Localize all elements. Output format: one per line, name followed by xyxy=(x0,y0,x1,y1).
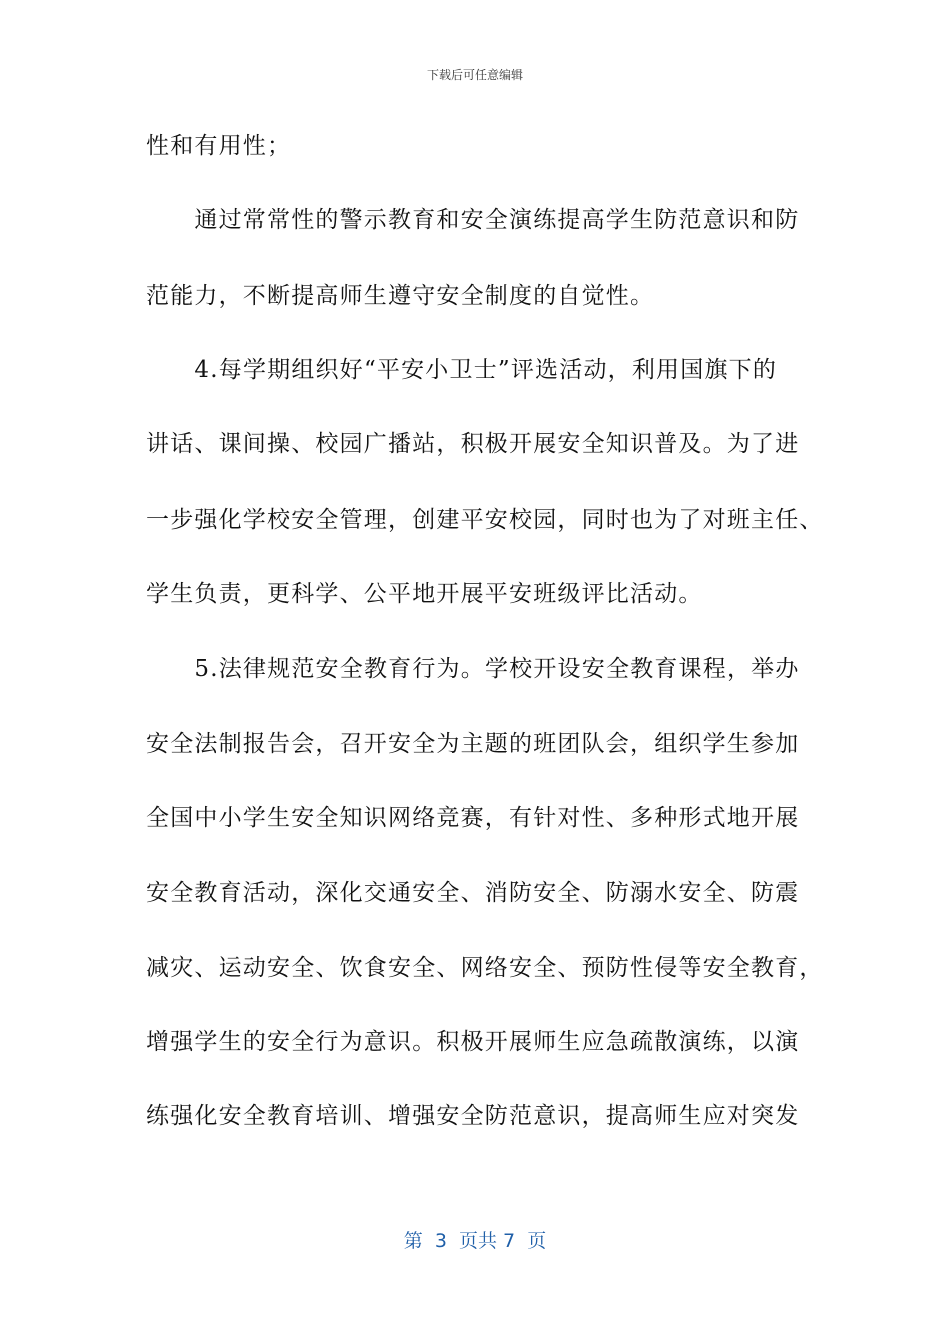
text-line: 安全法制报告会，召开安全为主题的班团队会，组织学生参加 xyxy=(146,731,800,757)
text-line: 安全教育活动，深化交通安全、消防安全、防溺水安全、防震 xyxy=(146,880,800,906)
page-number-footer: 第 3 页共 7 页 xyxy=(403,1230,547,1252)
text-line: 通过常常性的警示教育和安全演练提高学生防范意识和防 xyxy=(146,207,800,233)
text-line: 5.法律规范安全教育行为。学校开设安全教育课程，举办 xyxy=(146,656,800,682)
text-line: 讲话、课间操、校园广播站，积极开展安全知识普及。为了进 xyxy=(146,431,800,457)
text-line: 全国中小学生安全知识网络竞赛，有针对性、多种形式地开展 xyxy=(146,805,800,831)
text-line: 练强化安全教育培训、增强安全防范意识，提高师生应对突发 xyxy=(146,1103,800,1129)
page-header-note: 下载后可任意编辑 xyxy=(426,68,523,82)
text-line: 4.每学期组织好“平安小卫士”评选活动，利用国旗下的 xyxy=(146,357,778,383)
text-line: 减灾、运动安全、饮食安全、网络安全、预防性侵等安全教育， xyxy=(146,955,824,981)
text-line: 增强学生的安全行为意识。积极开展师生应急疏散演练，以演 xyxy=(146,1029,800,1055)
text-line: 一步强化学校安全管理，创建平安校园，同时也为了对班主任、 xyxy=(146,507,824,533)
text-line: 学生负责，更科学、公平地开展平安班级评比活动。 xyxy=(146,581,703,607)
text-line: 范能力，不断提高师生遵守安全制度的自觉性。 xyxy=(146,283,655,309)
text-line: 性和有用性； xyxy=(146,133,292,159)
